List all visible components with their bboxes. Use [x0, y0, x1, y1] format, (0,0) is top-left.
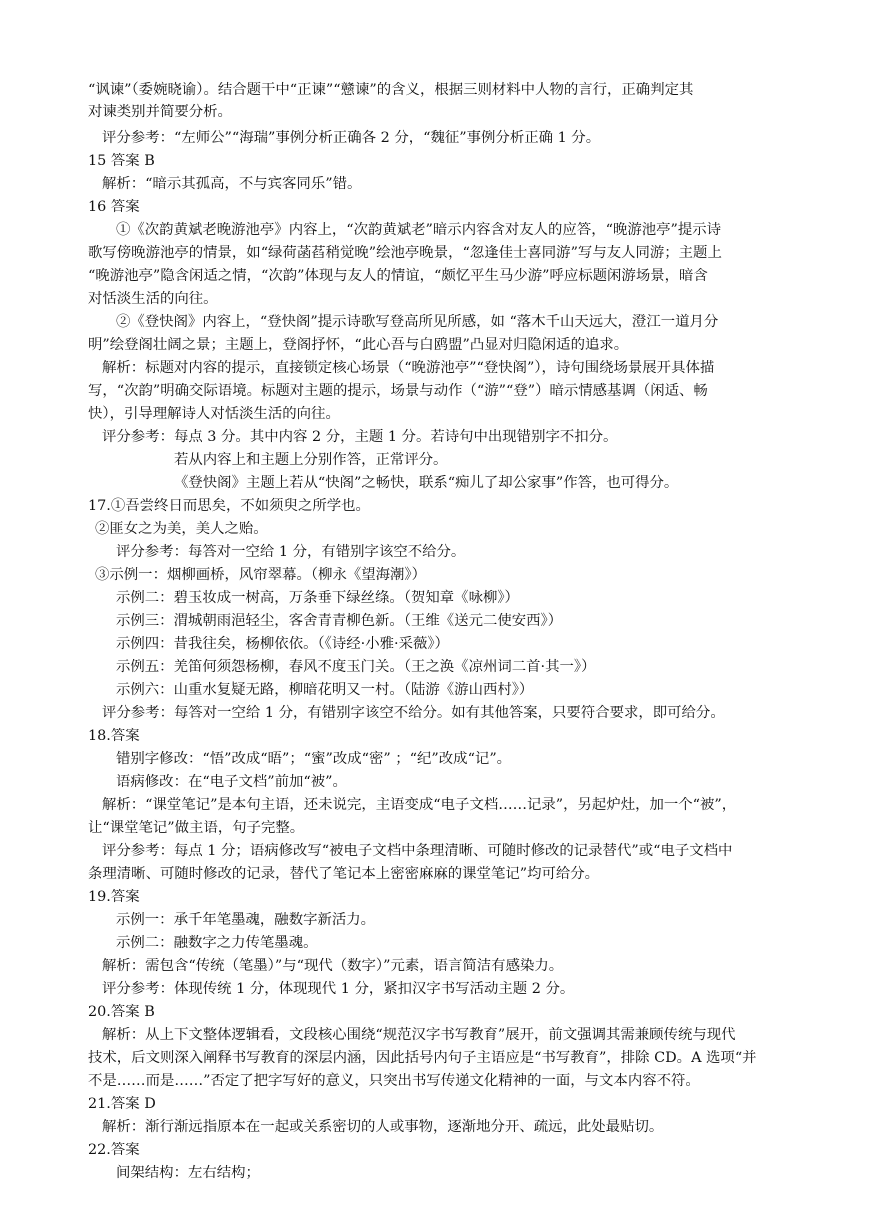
text-line: 示例六：山重水复疑无路，柳暗花明又一村。（陆游《游山西村》） — [116, 682, 534, 698]
text-line: 示例二：融数字之力传笔墨魂。 — [116, 935, 318, 951]
text-line: 解析：“暗示其孤高，不与宾客同乐”错。 — [102, 176, 362, 192]
text-line: 间架结构：左右结构； — [116, 1165, 260, 1181]
text-line: 15 答案 B — [88, 153, 155, 169]
text-line: 写，“次韵”明确交际语境。标题对主题的提示，场景与动作（“游”“登”）暗示情感基调（闲适、畅 — [88, 383, 708, 399]
text-line: 示例四：昔我往矣，杨柳依依。（《诗经·小雅·采薇》） — [116, 636, 449, 652]
text-line: 示例二：碧玉妆成一树高，万条垂下绿丝绦。（贺知章《咏柳》） — [116, 590, 519, 606]
text-line: 解析：标题对内容的提示，直接锁定核心场景（“晚游池亭”“登快阁”），诗句围绕场景展开具体描 — [102, 360, 715, 376]
text-line: 示例一：承千年笔墨魂，融数字新活力。 — [116, 912, 376, 928]
text-line: 示例三：渭城朝雨浥轻尘，客舍青青柳色新。（王维《送元二使安西》） — [116, 613, 563, 629]
text-line: 解析：从上下文整体逻辑看，文段核心围绕“规范汉字书写教育”展开，前文强调其需兼顾传统与现代 — [102, 1027, 736, 1043]
text-line: 歌写傍晚游池亭的情景，如“绿荷菡萏稍觉晚”绘池亭晚景，“忽逢佳士喜同游”写与友人同游；主题上 — [88, 245, 722, 261]
text-line: 16 答案 — [88, 199, 140, 215]
text-line: 评分参考：每点 3 分。其中内容 2 分，主题 1 分。若诗句中出现错别字不扣分。 — [102, 429, 618, 445]
text-line: 评分参考：体现传统 1 分，体现现代 1 分，紧扣汉字书写活动主题 2 分。 — [102, 981, 575, 997]
text-line: ②匪女之为美，美人之贻。 — [95, 521, 268, 537]
text-line: 17.①吾尝终日而思矣，不如须臾之所学也。 — [88, 498, 370, 514]
text-line: ①《次韵黄斌老晚游池亭》内容上，“次韵黄斌老”暗示内容含对友人的应答，“晚游池亭”提示诗 — [116, 222, 722, 238]
text-line: “晚游池亭”隐含闲适之情，“次韵”体现与友人的情谊，“颇忆平生马少游”呼应标题闲游场景，暗含 — [88, 268, 708, 284]
text-line: ②《登快阁》内容上，“登快阁”提示诗歌写登高所见所感，如 “落木千山天远大，澄江一道月分 — [116, 314, 719, 330]
text-line: 技术，后文则深入阐释书写教育的深层内涵，因此括号内句子主语应是“书写教育”，排除 CD。A 选项“并 — [88, 1050, 757, 1066]
text-line: 错别字修改：“悟”改成“晤”；“蜜”改成“密” ；“纪”改成“记”。 — [116, 751, 512, 767]
text-line: 18.答案 — [88, 728, 140, 744]
text-line: 评分参考：每点 1 分；语病修改写“被电子文档中条理清晰、可随时修改的记录替代”或“电子文档中 — [102, 843, 733, 859]
text-line: 条理清晰、可随时修改的记录，替代了笔记本上密密麻麻的课堂笔记”均可给分。 — [88, 866, 600, 882]
text-line: 不是……而是……”否定了把字写好的意义，只突出书写传递文化精神的一面，与文本内容不符。 — [88, 1073, 700, 1089]
text-line: 语病修改：在“电子文档”前加“被”。 — [116, 774, 347, 790]
text-line: 21.答案 D — [88, 1096, 156, 1112]
text-line: 若从内容上和主题上分别作答，正常评分。 — [174, 452, 448, 468]
text-line: 22.答案 — [88, 1142, 140, 1158]
text-line: 让“课堂笔记”做主语，句子完整。 — [88, 820, 305, 836]
text-line: 评分参考：每答对一空给 1 分，有错别字该空不给分。如有其他答案，只要符合要求，即可给分。 — [102, 705, 725, 721]
text-line: 20.答案 B — [88, 1004, 155, 1020]
text-line: 解析：“课堂笔记”是本句主语，还未说完，主语变成“电子文档……记录”，另起炉灶，加一个“被”， — [102, 797, 737, 813]
text-line: 示例五：羌笛何须怨杨柳，春风不度玉门关。（王之涣《凉州词二首·其一》） — [116, 659, 596, 675]
text-line: 19.答案 — [88, 889, 140, 905]
text-line: 解析：需包含“传统（笔墨）”与“现代（数字）”元素，语言简洁有感染力。 — [102, 958, 564, 974]
text-line: 快），引导理解诗人对恬淡生活的向往。 — [88, 406, 340, 422]
text-line: “讽谏”（委婉晓谕）。结合题干中“正谏”“戆谏”的含义，根据三则材料中人物的言行，正确判定其 — [88, 82, 694, 98]
text-line: 对谏类别并简要分析。 — [88, 104, 232, 120]
text-line: 《登快阁》主题上若从“快阁”之畅快，联系“痴儿了却公家事”作答，也可得分。 — [174, 475, 679, 491]
text-line: 解析：渐行渐远指原本在一起或关系密切的人或事物，逐渐地分开、疏远，此处最贴切。 — [102, 1119, 664, 1135]
text-line: 评分参考：“左师公”“海瑞”事例分析正确各 2 分，“魏征”事例分析正确 1 分。 — [102, 130, 601, 146]
text-line: 对恬淡生活的向往。 — [88, 291, 218, 307]
text-line: 明”绘登阁壮阔之景；主题上，登阁抒怀，“此心吾与白鸥盟”凸显对归隐闲适的追求。 — [88, 337, 629, 353]
text-line: ③示例一：烟柳画桥，风帘翠幕。（柳永《望海潮》） — [95, 567, 426, 583]
text-line: 评分参考：每答对一空给 1 分，有错别字该空不给分。 — [116, 544, 466, 560]
